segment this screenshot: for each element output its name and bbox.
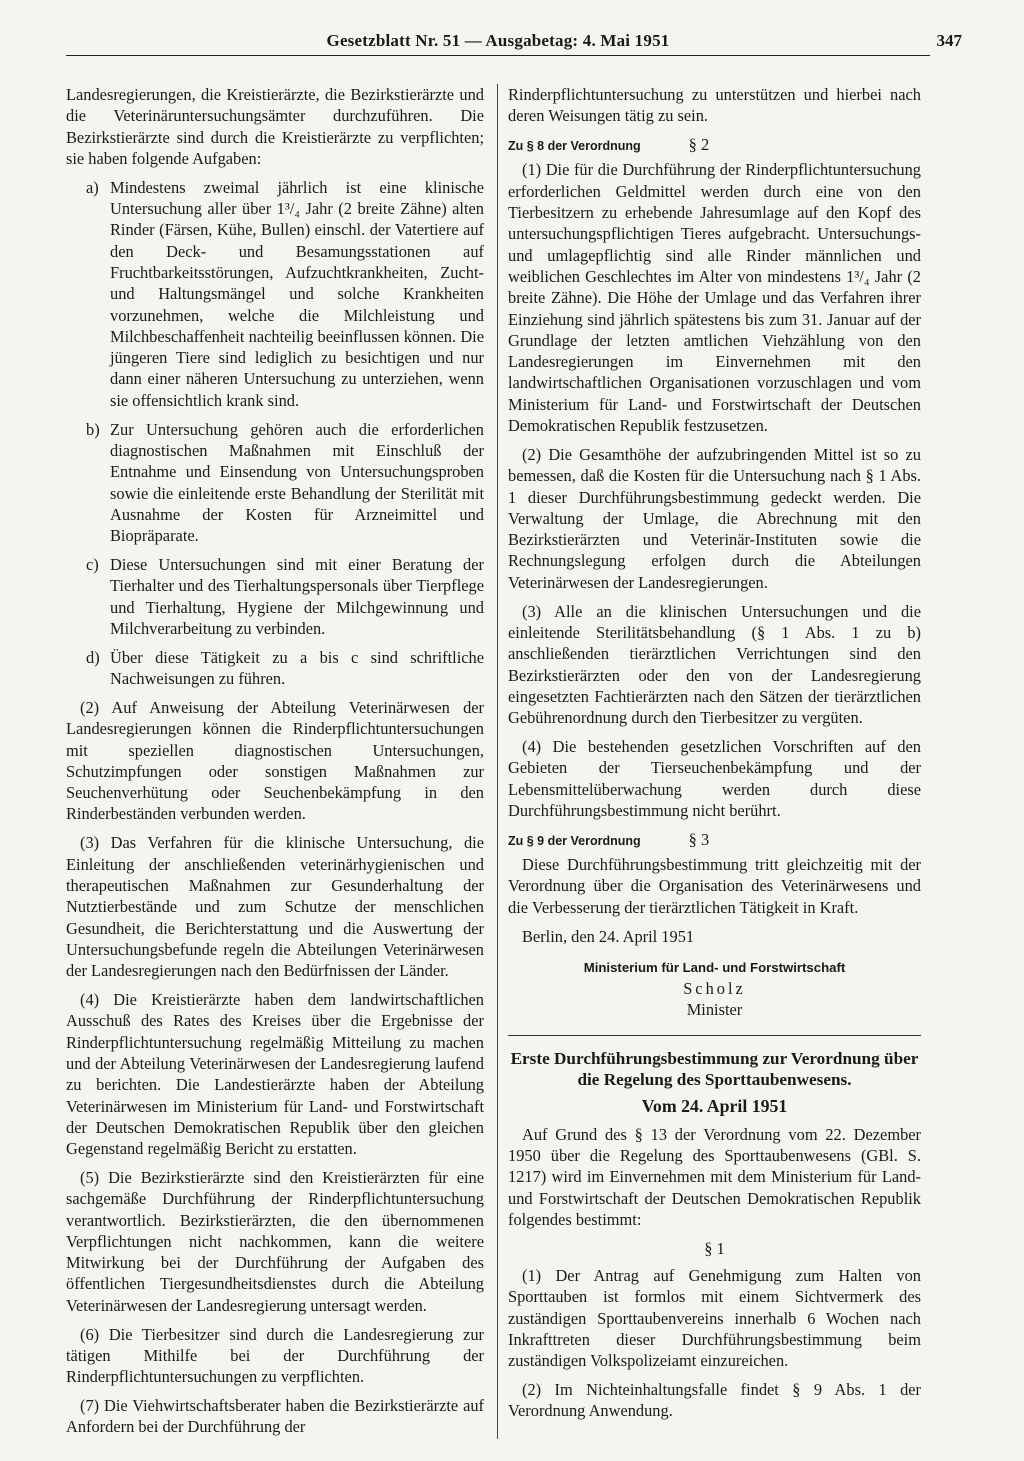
s3-paragraph-1: Diese Durchführungsbestimmung tritt gleichzeitig mit der Verordnung über die Organisation des Veterinärwesens und die Verbesserung der tierärztlichen Tätigkeit in Kraft. — [508, 855, 921, 917]
signer-name: Scholz — [683, 979, 746, 999]
list-label: d) — [86, 647, 100, 667]
paragraph-6: (6) Die Tierbesitzer sind durch die Landesregierung zur tätigen Mithilfe bei der Durchführung der Rinderpflichtuntersuchungen zu verpflichten. — [66, 1324, 484, 1387]
list-text: Über diese Tätigkeit zu a bis c sind schriftliche Nachweisungen zu führen. — [110, 647, 484, 689]
section-1-symbol: § 1 — [704, 1238, 725, 1258]
paragraph-5: (5) Die Bezirkstierärzte sind den Kreistierärzten für eine sachgemäße Durchführung der Rinderpflichtuntersuchung verantwortlich. Bezirkstierärzten, die den übernommenen Verpflichtungen nicht nachkommen, kann die weitere Mitwirkung bei der Durchführung der Aufgaben des öffentlichen Tiergesundheitsdienstes durch die Abteilung Veterinärwesen der Landesregierung untersagt werden. — [66, 1168, 484, 1315]
continuation-paragraph: Rinderpflichtuntersuchung zu unterstützen und hierbei nach deren Weisungen tätig zu sein. — [508, 85, 921, 126]
regulation-date: Vom 24. April 1951 — [641, 1096, 788, 1117]
signing-ministry: Ministerium für Land- und Forstwirtschaft — [583, 959, 846, 975]
signer-role: Minister — [686, 1000, 743, 1020]
place-date: Berlin, den 24. April 1951 — [522, 926, 695, 946]
list-label: c) — [86, 555, 99, 575]
section-2-heading — [508, 134, 921, 157]
s2-paragraph-3: (3) Alle an die klinischen Untersuchungen und die einleitende Sterilitätsbehandlung (§ 1 Abs. 1 zu b) anschließenden tierärztlichen Verrichtungen sind den Bezirkstierärzten oder den von der Landesregierung eingesetzten Fachtierärzten nach den Sätzen der tierärztlichen Gebührenordnung durch den Tierbesitzer zu vergüten. — [508, 601, 921, 728]
list-text: Zur Untersuchung gehören auch die erforderlichen diagnostischen Maßnahmen mit Einschluß der Entnahme und Einsendung von Untersuchungsproben sowie die einleitende erste Behandlung der Sterilität mit Ausnahme der Kosten für Arzneimittel und Biopräparate. — [110, 419, 484, 546]
paragraph-4: (4) Die Kreistierärzte haben dem landwirtschaftlichen Ausschuß des Rates des Kreises über die Ergebnisse der Rinderpflichtuntersuchung regelmäßig Mitteilung zu machen und der Abteilung Veterinärwesen der Landesregierung laufend zu berichten. Die Landestierärzte haben der Abteilung Veterinärwesen im Ministerium für Land- und Forstwirtschaft der Deutschen Demokratischen Republik über den gleichen Gegenstand regelmäßig Bericht zu erstatten. — [66, 990, 484, 1159]
header-rule — [66, 55, 930, 56]
regulation-title: Erste Durchführungsbestimmung zur Verordnung über die Regelung des Sporttaubenwesens. — [510, 1048, 919, 1090]
list-text: Mindestens zweimal jährlich ist eine klinische Untersuchung aller über 1³/₄ Jahr (2 breite Zähne) alten Rinder (Färsen, Kühe, Bullen) einschl. der Vatertiere auf den Deck- und Besamungsstationen auf Fruchtbarkeitsstörungen, Aufzuchtkrankheiten, Zucht- und Haltungsmängel und solche Krankheiten vorzunehmen, welche die Milchleistung und Milchbeschaffenheit nachteilig beeinflussen können. Die jüngeren Tiere sind lediglich zu besichtigen und nur dann einer näheren Untersuchung zu unterziehen, wenn sie offensichtlich krank sind. — [110, 177, 484, 410]
section-3-heading — [508, 829, 921, 852]
column-divider — [497, 84, 498, 1439]
preamble: Auf Grund des § 13 der Verordnung vom 22. Dezember 1950 über die Regelung des Sporttaubenwesens (GBl. S. 1217) wird im Einvernehmen mit dem Ministerium für Land- und Forstwirtschaft der Deutschen Demokratischen Republik folgendes bestimmt: — [508, 1124, 921, 1229]
section-reference: Zu § 9 der Verordnung — [508, 833, 641, 848]
list-text: Diese Untersuchungen sind mit einer Beratung der Tierhalter und des Tierhaltungspersonals über Tierpflege und Tierhaltung, Hygiene der Milchgewinnung und Milchverarbeitung zu verbinden. — [110, 555, 484, 638]
list-item-c — [66, 554, 484, 639]
nd-paragraph-2: (2) Im Nichteinhaltungsfalle findet § 9 Abs. 1 der Verordnung Anwendung. — [508, 1380, 921, 1421]
right-column — [508, 84, 921, 1429]
s2-paragraph-2: (2) Die Gesamthöhe der aufzubringenden Mittel ist so zu bemessen, daß die Kosten für die Untersuchung nach § 1 Abs. 1 dieser Durchführungsbestimmung gedeckt werden. Die Verwaltung der Umlage, die Abrechnung mit den Bezirkstierärzten und Veterinär-Instituten sowie die Rechnungslegung erfolgen durch die Abteilungen Veterinärwesen der Landesregierungen. — [508, 444, 921, 592]
paragraph-3: (3) Das Verfahren für die klinische Untersuchung, die Einleitung der anschließenden veterinärhygienischen und therapeutischen Maßnahmen zur Gesunderhaltung der Nutztierbestände und zum Schutze der menschlichen Gesundheit, die Berichterstattung und die Auswertung der Untersuchungsbefunde regeln die Abteilungen Veterinärwesen der Landesregierungen nach den Bedürfnissen der Länder. — [66, 833, 484, 981]
running-header: Gesetzblatt Nr. 51 — Ausgabetag: 4. Mai 1951 — [326, 31, 670, 50]
list-item-d — [66, 647, 484, 690]
paragraph-2: (2) Auf Anweisung der Abteilung Veterinärwesen der Landesregierungen können die Rinderpflichtuntersuchungen mit speziellen diagnostischen Untersuchungen, Schutzimpfungen oder sonstigen Maßnahmen zur Seuchenverhütung oder Seuchenbekämpfung in den Rinderbeständen verbunden werden. — [66, 697, 484, 824]
s2-paragraph-1: (1) Die für die Durchführung der Rinderpflichtuntersuchung erforderlichen Geldmittel werden durch eine von den Tierbesitzern zu erhebende Jahresumlage auf den Kopf des untersuchungspflichtigen Tieres aufgebracht. Untersuchungs- und umlagepflichtig sind alle Rinder männlichen und weiblichen Geschlechtes im Alter von mindestens 1³/₄ Jahr (2 breite Zähne). Die Höhe der Umlage und das Verfahren ihrer Einziehung sind jährlich spätestens bis zum 31. Januar auf der Grundlage der letzten amtlichen Viehzählung von den Landesregierungen im Einvernehmen mit den landwirtschaftlichen Organisationen vorzuschlagen und vom Ministerium für Land- und Forstwirtschaft der Deutschen Demokratischen Republik festzusetzen. — [508, 160, 921, 436]
document-separator — [508, 1035, 921, 1036]
nd-paragraph-1: (1) Der Antrag auf Genehmigung zum Halten von Sporttauben ist formlos mit einem Sichtvermerk des zuständigen Sporttaubenvereins innerhalb 6 Wochen nach Inkrafttreten dieser Durchführungsbestimmung beim zuständigen Volkspolizeiamt einzureichen. — [508, 1266, 921, 1371]
page-number: 347 — [936, 31, 962, 50]
section-symbol: § 3 — [688, 829, 710, 849]
section-reference: Zu § 8 der Verordnung — [508, 139, 641, 154]
list-label: a) — [86, 177, 99, 197]
section-symbol: § 2 — [688, 135, 710, 155]
list-item-a — [66, 177, 484, 411]
left-column — [66, 84, 484, 1445]
s2-paragraph-4: (4) Die bestehenden gesetzlichen Vorschriften auf den Gebieten der Tierseuchenbekämpfung und der Lebensmittelüberwachung werden durch diese Durchführungsbestimmung nicht berührt. — [508, 736, 921, 820]
list-label: b) — [86, 419, 100, 439]
intro-paragraph: Landesregierungen, die Kreistierärzte, die Bezirkstierärzte und die Veterinäruntersuchungsämter durchzuführen. Die Bezirkstierärzte sind durch die Kreistierärzte zu verpflichten; sie haben folgende Aufgaben: — [66, 85, 484, 168]
list-item-b — [66, 419, 484, 547]
paragraph-7: (7) Die Viehwirtschaftsberater haben die Bezirkstierärzte auf Anfordern bei der Durchführung der — [66, 1396, 484, 1437]
